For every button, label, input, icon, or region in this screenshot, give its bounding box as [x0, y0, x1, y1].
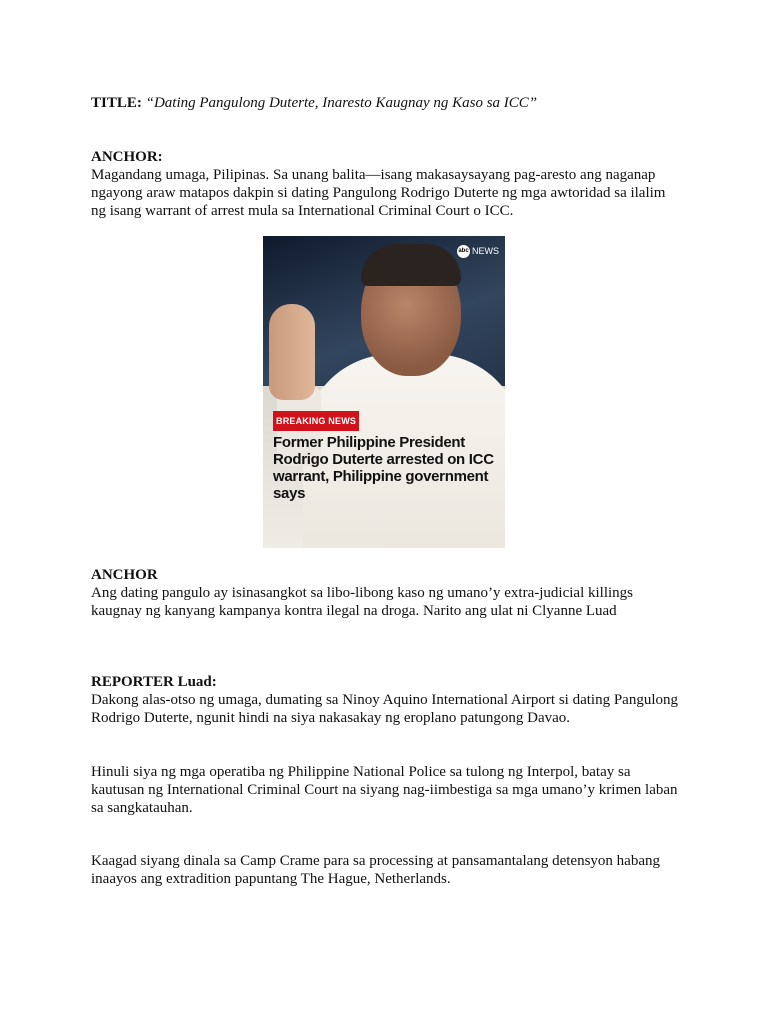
- anchor-text: Magandang umaga, Pilipinas. Sa unang balita—isang makasaysayang pag-aresto ang naganap ngayong araw matapos dakpin si dating Pangulong Rodrigo Duterte ng mga awtoridad sa ilalim ng isang warrant of arrest mula sa International Criminal Court o ICC.: [91, 167, 666, 219]
- reporter-section: [91, 673, 681, 727]
- anchor-label-2: ANCHOR: [91, 567, 158, 583]
- reporter-paragraph-3-block: [91, 852, 681, 888]
- title-line: [91, 94, 681, 112]
- reporter-paragraph-2-block: [91, 763, 681, 817]
- news-photo: [263, 236, 505, 548]
- photo-caption: [273, 411, 499, 502]
- raised-hand: [269, 304, 315, 400]
- photo-headline: Former Philippine President Rodrigo Duterte arrested on ICC warrant, Philippine government says: [273, 434, 494, 502]
- news-logo: abc NEWS: [458, 246, 499, 256]
- anchor-section-1: [91, 148, 681, 220]
- title-label: TITLE:: [91, 95, 142, 111]
- reporter-paragraph-1: Dakong alas-otso ng umaga, dumating sa Ninoy Aquino International Airport si dating Pangulong Rodrigo Duterte, ngunit hindi na siya nakasakay ng eroplano patungong Davao.: [91, 692, 678, 726]
- abc-logo-icon: abc: [457, 245, 470, 258]
- breaking-news-badge: BREAKING NEWS: [273, 411, 359, 431]
- reporter-paragraph-3: Kaagad siyang dinala sa Camp Crame para sa processing at pansamantalang detensyon habang inaayos ang extradition papuntang The Hague, Netherlands.: [91, 853, 660, 887]
- reporter-label: REPORTER Luad:: [91, 674, 217, 690]
- anchor-label: ANCHOR:: [91, 149, 163, 165]
- anchor-section-2: [91, 566, 681, 620]
- title-text: “Dating Pangulong Duterte, Inaresto Kaugnay ng Kaso sa ICC”: [145, 95, 538, 111]
- reporter-paragraph-2: Hinuli siya ng mga operatiba ng Philippine National Police sa tulong ng Interpol, batay sa kautusan ng International Criminal Court na siyang nag-iimbestiga sa mga umano’y krimen laban sa sangkatauhan.: [91, 764, 678, 816]
- anchor-text-2: Ang dating pangulo ay isinasangkot sa libo-libong kaso ng umano’y extra-judicial killings kaugnay ng kanyang kampanya kontra ilegal na droga. Narito ang ulat ni Clyanne Luad: [91, 585, 633, 619]
